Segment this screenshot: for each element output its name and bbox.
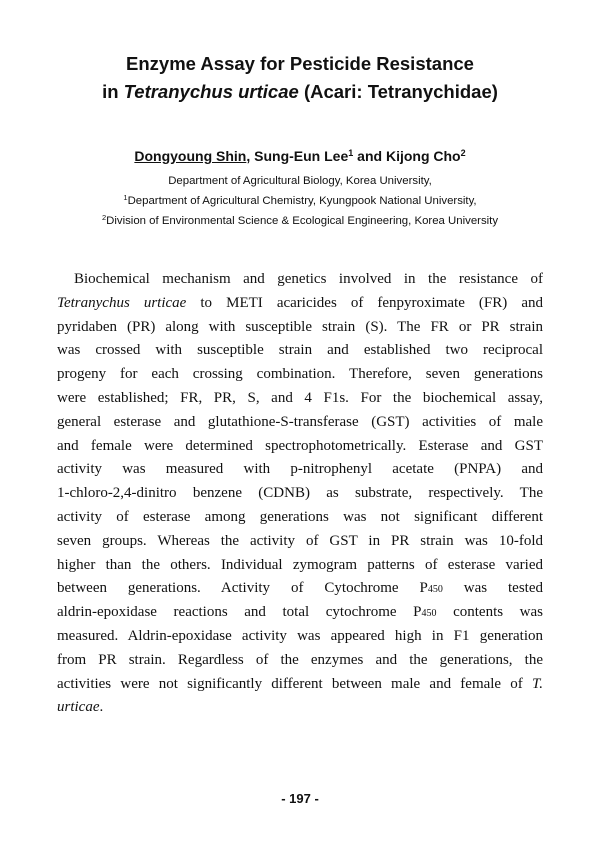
abstract-line: Tetranychus urticae to METI acaricides of fenpyroximate (FR) and: [57, 294, 543, 311]
abstract-line: general esterase and glutathione-S-transferase (GST) activities of male: [57, 413, 543, 430]
abstract-line: measured. Aldrin-epoxidase activity was appeared high in F1 generation: [57, 627, 543, 644]
author-separator: and: [353, 148, 386, 164]
title-species: Tetranychus urticae: [123, 81, 299, 102]
abstract-line: between generations. Activity of Cytochrome P450 was tested: [57, 580, 543, 597]
page-number: - 197 -: [281, 791, 319, 806]
abstract-line: were established; FR, PR, S, and 4 F1s. For the biochemical assay,: [57, 389, 543, 406]
abstract-line: urticae.: [57, 699, 104, 716]
abstract-line: aldrin-epoxidase reactions and total cytochrome P450 contents was: [57, 604, 543, 621]
author-list: [0, 146, 600, 166]
abstract-line: was crossed with susceptible strain and established two reciprocal: [57, 342, 543, 359]
title-line-2-suffix: (Acari: Tetranychidae): [298, 81, 498, 102]
author-3: Kijong Cho: [385, 148, 461, 164]
abstract-line: progeny for each crossing combination. Therefore, seven generations: [57, 366, 543, 383]
title-line-1: Enzyme Assay for Pesticide Resistance: [126, 53, 474, 74]
affiliations: [0, 171, 600, 231]
abstract-body: [57, 268, 543, 720]
abstract-line: Biochemical mechanism and genetics involved in the resistance of: [74, 271, 543, 287]
abstract-line: activity was measured with p-nitrophenyl acetate (PNPA) and: [57, 461, 543, 478]
abstract-line: activity of esterase among generations was not significant different: [57, 508, 543, 525]
author-2-affil-mark: 1: [348, 148, 354, 158]
affiliation-1: $^1$Department of Agricultural Chemistry, Kyungpook National University,: [123, 193, 477, 207]
abstract-line: pyridaben (PR) along with susceptible strain (S). The FR or PR strain: [57, 318, 543, 335]
title-line-2-prefix: in: [102, 81, 124, 102]
affiliation-0: Department of Agricultural Biology, Korea University,: [168, 175, 432, 187]
abstract-line: higher than the others. Individual zymogram patterns of esterase varied: [57, 556, 543, 573]
affiliation-2: $^2$Division of Environmental Science & Ecological Engineering, Korea University: [101, 213, 499, 227]
abstract-line: and female were determined spectrophotometrically. Esterase and GST: [57, 437, 543, 454]
author-2: Sung-Eun Lee: [254, 148, 349, 164]
author-3-affil-mark: 2: [460, 148, 466, 158]
abstract-line: 1-chloro-2,4-dinitro benzene (CDNB) as substrate, respectively. The: [57, 485, 543, 502]
abstract-line: seven groups. Whereas the activity of GST in PR strain was 10-fold: [57, 532, 543, 549]
abstract-line: activities were not significantly different between male and female of T.: [57, 675, 543, 692]
author-separator: ,: [246, 148, 255, 164]
paper-title: [0, 50, 600, 106]
abstract-line: from PR strain. Regardless of the enzymes and the generations, the: [57, 651, 543, 668]
author-1: Dongyoung Shin: [134, 148, 247, 164]
